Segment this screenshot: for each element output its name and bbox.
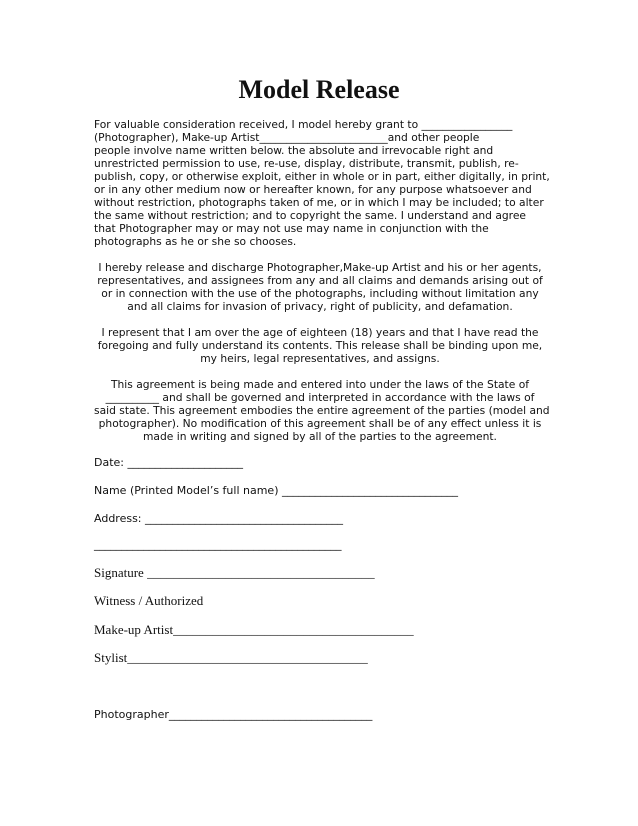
paragraph-line: photographer). No modification of this agreement shall be of any effect unless it is xyxy=(98,417,542,430)
paragraph-line: publish, copy, or otherwise exploit, either in whole or in part, either digitally, in print, xyxy=(94,170,550,183)
paragraph-line: and all claims for invasion of privacy, right of publicity, and defamation. xyxy=(127,300,513,313)
paragraph-line: representatives, and assignees from any and all claims and demands arising out of xyxy=(97,274,543,287)
release-paragraph xyxy=(94,261,546,313)
paragraph-line: that Photographer may or may not use may name in conjunction with the xyxy=(94,222,489,235)
paragraph-line: photographs as he or she so chooses. xyxy=(94,235,297,248)
paragraph-line: or in connection with the use of the photographs, including without limitation any xyxy=(101,287,539,300)
date-field[interactable]: Date: _____________________ xyxy=(94,456,243,469)
paragraph-line: foregoing and fully understand its contents. This release shall be binding upon me, xyxy=(97,339,543,352)
paragraph-line: made in writing and signed by all of the parties to the agreement. xyxy=(143,430,497,443)
model-name-field[interactable]: Name (Printed Model’s full name) ________________________________ xyxy=(94,484,458,497)
paragraph-line: unrestricted permission to use, re-use, display, distribute, transmit, publish, re- xyxy=(94,157,519,170)
paragraph-line: (Photographer), Make-up Artist________________________and other people xyxy=(94,131,480,144)
makeup-artist-field[interactable]: Make-up Artist_____________________________________ xyxy=(94,622,414,637)
paragraph-line: For valuable consideration received, I model hereby grant to _________________ xyxy=(94,118,513,131)
grant-paragraph xyxy=(94,118,550,248)
paragraph-line: This agreement is being made and entered into under the laws of the State of xyxy=(110,378,530,391)
paragraph-line: without restriction, photographs taken of me, or in which I may be included; to alter xyxy=(94,196,544,209)
agreement-paragraph xyxy=(94,378,550,443)
paragraph-line: people involve name written below. the absolute and irrevocable right and xyxy=(94,144,494,157)
paragraph-line: said state. This agreement embodies the entire agreement of the parties (model and xyxy=(94,404,550,417)
stylist-field[interactable]: Stylist_____________________________________ xyxy=(94,650,368,665)
paragraph-line: __________ and shall be governed and interpreted in accordance with the laws of xyxy=(105,391,535,404)
paragraph-line: I represent that I am over the age of eighteen (18) years and that I have read the xyxy=(101,326,539,339)
witness-label: Witness / Authorized xyxy=(94,593,204,608)
address-field[interactable]: Address: ____________________________________ xyxy=(94,512,344,525)
address-line2-field[interactable]: _____________________________________________ xyxy=(94,538,342,551)
paragraph-line: or in any other medium now or hereafter known, for any purpose whatsoever and xyxy=(94,183,532,196)
age-paragraph xyxy=(94,326,546,365)
signature-field[interactable]: Signature ___________________________________ xyxy=(94,565,375,580)
paragraph-line: the same without restriction; and to copyright the same. I understand and agree xyxy=(94,209,526,222)
paragraph-line: my heirs, legal representatives, and assigns. xyxy=(200,352,440,365)
page-title: Model Release xyxy=(238,75,400,104)
photographer-field[interactable]: Photographer_____________________________________ xyxy=(94,708,373,721)
paragraph-line: I hereby release and discharge Photographer,Make-up Artist and his or her agents, xyxy=(98,261,542,274)
